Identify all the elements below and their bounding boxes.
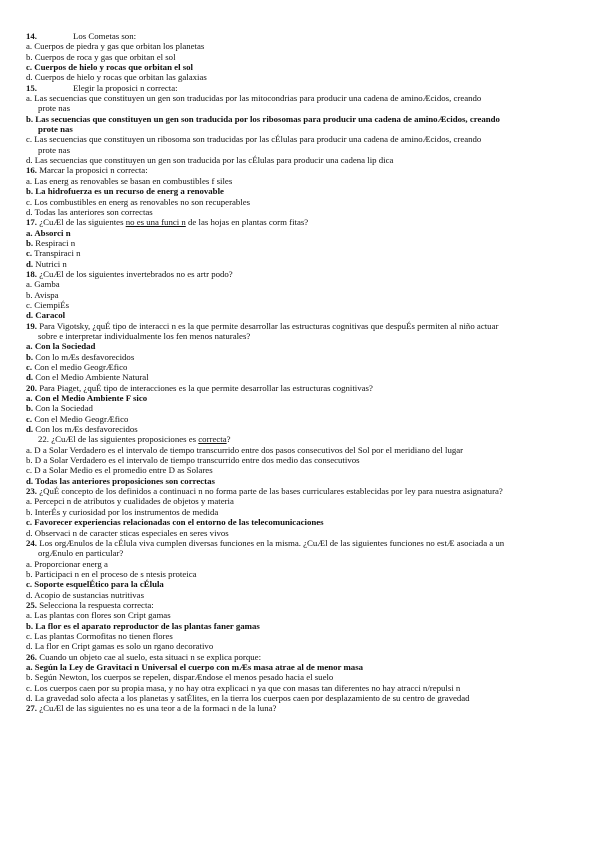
question-text: ¿QuÉ concepto de los definidos a continuaci n no forma parte de las bases curriculares establecidas por ley para nuestra asignatura?	[39, 486, 503, 497]
option-d: d. Observaci n de caracter sticas especiales en seres vivos	[26, 527, 229, 538]
option-c	[26, 414, 574, 424]
question-number: 18.	[26, 268, 37, 279]
option-b	[26, 403, 574, 413]
question-number: 23.	[26, 486, 37, 497]
question-text-underlined: no es una funci n	[125, 217, 186, 228]
option-text: Con la Sociedad	[34, 341, 96, 352]
question-22-stem	[26, 434, 574, 444]
question-text: Los Cometas son:	[73, 31, 137, 41]
option-b-correct: b. La hidrofuerza es un recurso de energ a renovable	[26, 186, 224, 197]
option-c-correct: c. Soporte esquelÉtico para la cÉlula	[26, 579, 164, 590]
option-text: Con los mÆs desfavorecidos	[35, 424, 138, 435]
option-d: d. La flor en Cript gamas es solo un rgano decorativo	[26, 641, 214, 652]
option-c: c. Las secuencias que constituyen un ribosoma son traducidas por las cÉlulas para producir una cadena de aminoÆcidos, creando	[26, 134, 482, 145]
question-text: Elegir la proposici n correcta:	[73, 82, 178, 93]
option-c	[26, 248, 574, 258]
option-a: a. Gamba	[26, 279, 60, 290]
question-text-underlined: correcta	[198, 434, 227, 445]
option-c: c. Las plantas Cormofitas no tienen flores	[26, 630, 173, 641]
option-text: Con el medio GeogrÆfico	[34, 362, 128, 372]
option-a: a. Percepci n de atributos y cualidades de objetos y materia	[26, 496, 234, 507]
option-text: Respiraci n	[35, 237, 76, 248]
question-text: Para Vigotsky, ¿quÉ tipo de interacci n es la que permite desarrollar las estructuras cognitivas que despuÉs permiten al niño actuar	[39, 320, 499, 331]
option-b: b. Avispa	[26, 289, 59, 300]
question-text: ¿CuÆl de las siguientes	[39, 217, 124, 228]
option-text: Nutrici n	[35, 258, 67, 269]
option-text: Con lo mÆs desfavorecidos	[35, 351, 135, 362]
option-letter: c.	[26, 413, 33, 424]
option-letter: b.	[26, 403, 34, 414]
option-b-correct: b. La flor es el aparato reproductor de las plantas faner gamas	[26, 620, 260, 631]
question-number: 17.	[26, 217, 37, 228]
question-number: 24.	[26, 537, 37, 548]
option-letter: a.	[26, 341, 33, 352]
option-a: a. Las plantas con flores son Cript gamas	[26, 610, 171, 621]
option-c-continued: prote nas	[38, 144, 71, 155]
option-a: a. Las energ as renovables se basan en combustibles f siles	[26, 175, 233, 186]
option-letter: d.	[26, 258, 34, 269]
option-d: d. La gravedad solo afecta a los planetas y satÉlites, en la tierra los cuerpos caen por desplazamiento de su centro de gravedad	[26, 693, 470, 703]
option-a: a. D a Solar Verdadero es el intervalo de tiempo transcurrido entre dos pasos consecutivos del Sol por el meridiano del lugar	[26, 444, 464, 455]
option-b	[26, 352, 574, 362]
question-24-stem	[26, 538, 574, 548]
option-a-correct: a. Según la Ley de Gravitaci n Universal el cuerpo con mÆs masa atrae al de menor masa	[26, 661, 364, 672]
question-19-stem-continued: sobre e interpretar individualmente los fen menos naturales?	[38, 330, 251, 341]
option-d	[26, 372, 574, 382]
option-a: a. Las secuencias que constituyen un gen son traducidas por las mitocondrias para producir una cadena de aminoÆcidos, creando	[26, 93, 482, 104]
option-text: Absorci n	[34, 227, 71, 238]
option-c: c. Los combustibles en energ as renovables no son recuperables	[26, 196, 251, 207]
question-number: 19.	[26, 320, 37, 331]
option-c: c. Los cuerpos caen por su propia masa, y no hay otra explicaci n ya que con masas tan diferentes no hay atracci n/repulsi n	[26, 682, 461, 693]
option-b: b. Cuerpos de roca y gas que orbitan el sol	[26, 51, 176, 62]
option-d-correct: d. Caracol	[26, 310, 66, 321]
option-a-correct	[26, 341, 574, 351]
question-25-stem	[26, 600, 574, 610]
option-d: d. Acopio de sustancias nutritivas	[26, 589, 145, 600]
option-d: d. Las secuencias que constituyen un gen son traducida por las cÉlulas para producir una cadena lip dica	[26, 155, 394, 166]
option-letter: a.	[26, 227, 33, 238]
question-14-stem	[26, 31, 574, 41]
option-a: a. Cuerpos de piedra y gas que orbitan los planetas	[26, 41, 205, 52]
option-a-correct	[26, 228, 574, 238]
question-23-stem	[26, 486, 574, 496]
question-27-stem	[26, 703, 574, 713]
question-15-stem	[26, 83, 574, 93]
question-text: Selecciona la respuesta correcta:	[39, 599, 154, 610]
question-19-stem	[26, 321, 574, 331]
option-text: Con la Sociedad	[35, 403, 93, 414]
option-text: Con el Medio GeogrÆfico	[34, 413, 129, 424]
option-d: d. Cuerpos de hielo y rocas que orbitan las galaxias	[26, 72, 207, 83]
option-b-continued: prote nas	[38, 124, 73, 135]
question-number: 26.	[26, 651, 37, 662]
question-number: 27.	[26, 703, 37, 714]
option-letter: d.	[26, 424, 34, 435]
option-text: Transpiraci n	[34, 248, 81, 259]
question-17-stem	[26, 217, 574, 227]
question-text: 22. ¿CuÆl de las siguientes proposiciones es	[38, 434, 197, 445]
question-20-stem	[26, 383, 574, 393]
option-b: b. D a Solar Verdadero es el intervalo de tiempo transcurrido entre dos medio das consecutivos	[26, 455, 360, 466]
question-number: 14.	[26, 31, 37, 41]
option-letter: c.	[26, 362, 33, 372]
option-text: Con el Medio Ambiente Natural	[35, 372, 149, 383]
question-18-stem	[26, 269, 574, 279]
option-letter: b.	[26, 351, 34, 362]
option-c	[26, 362, 574, 372]
question-number: 25.	[26, 599, 37, 610]
option-d	[26, 424, 574, 434]
question-24-stem-continued: orgÆnulo en particular?	[38, 548, 124, 559]
question-number: 16.	[26, 165, 37, 176]
question-number: 20.	[26, 382, 37, 393]
option-c-correct: c. Cuerpos de hielo y rocas que orbitan el sol	[26, 62, 193, 73]
option-b: b. InterÉs y curiosidad por los instrumentos de medida	[26, 506, 219, 517]
option-c-correct: c. Favorecer experiencias relacionadas con el entorno de las telecomunicaciones	[26, 517, 324, 528]
option-b: b. Participaci n en el proceso de s ntesis proteica	[26, 568, 197, 579]
option-d-correct: d. Todas las anteriores proposiciones son correctas	[26, 475, 215, 486]
option-b	[26, 238, 574, 248]
question-16-stem	[26, 165, 574, 175]
option-letter: b.	[26, 237, 34, 248]
question-text: Para Piaget, ¿quÉ tipo de interacciones es la que permite desarrollar las estructuras cognitivas?	[39, 382, 373, 393]
option-b: b. Según Newton, los cuerpos se repelen, disparÆndose el menos pesado hacia el suelo	[26, 672, 334, 683]
question-text: ?	[226, 434, 231, 445]
option-d	[26, 259, 574, 269]
option-letter: c.	[26, 248, 33, 259]
option-c: c. CiempiÉs	[26, 299, 70, 310]
option-a-continued: prote nas	[38, 103, 71, 114]
option-letter: d.	[26, 372, 34, 383]
question-text: ¿CuÆl de las siguientes no es una teor a de la formaci n de la luna?	[39, 703, 277, 714]
option-b-correct: b. Las secuencias que constituyen un gen son traducida por los ribosomas para producir una cadena de aminoÆcidos, creando	[26, 113, 500, 124]
option-text: Con el Medio Ambiente F sico	[34, 393, 148, 404]
question-text: Marcar la proposici n correcta:	[39, 165, 148, 176]
question-list	[26, 31, 574, 714]
option-d: d. Todas las anteriores son correctas	[26, 206, 153, 217]
question-text: de las hojas en plantas corm fitas?	[188, 217, 309, 228]
option-a: a. Proporcionar energ a	[26, 558, 108, 569]
option-letter: a.	[26, 393, 33, 404]
question-26-stem	[26, 652, 574, 662]
question-text: Los orgÆnulos de la cÉlula viva cumplen diversas funciones en la misma. ¿CuÆl de las siguientes funciones no estÆ asociada a un	[39, 537, 505, 548]
option-c: c. D a Solar Medio es el promedio entre D as Solares	[26, 465, 213, 476]
question-text: ¿CuÆl de los siguientes invertebrados no es artr podo?	[39, 268, 233, 279]
question-text: Cuando un objeto cae al suelo, esta situaci n se explica porque:	[39, 651, 262, 662]
question-number: 15.	[26, 82, 37, 93]
option-a-correct	[26, 393, 574, 403]
